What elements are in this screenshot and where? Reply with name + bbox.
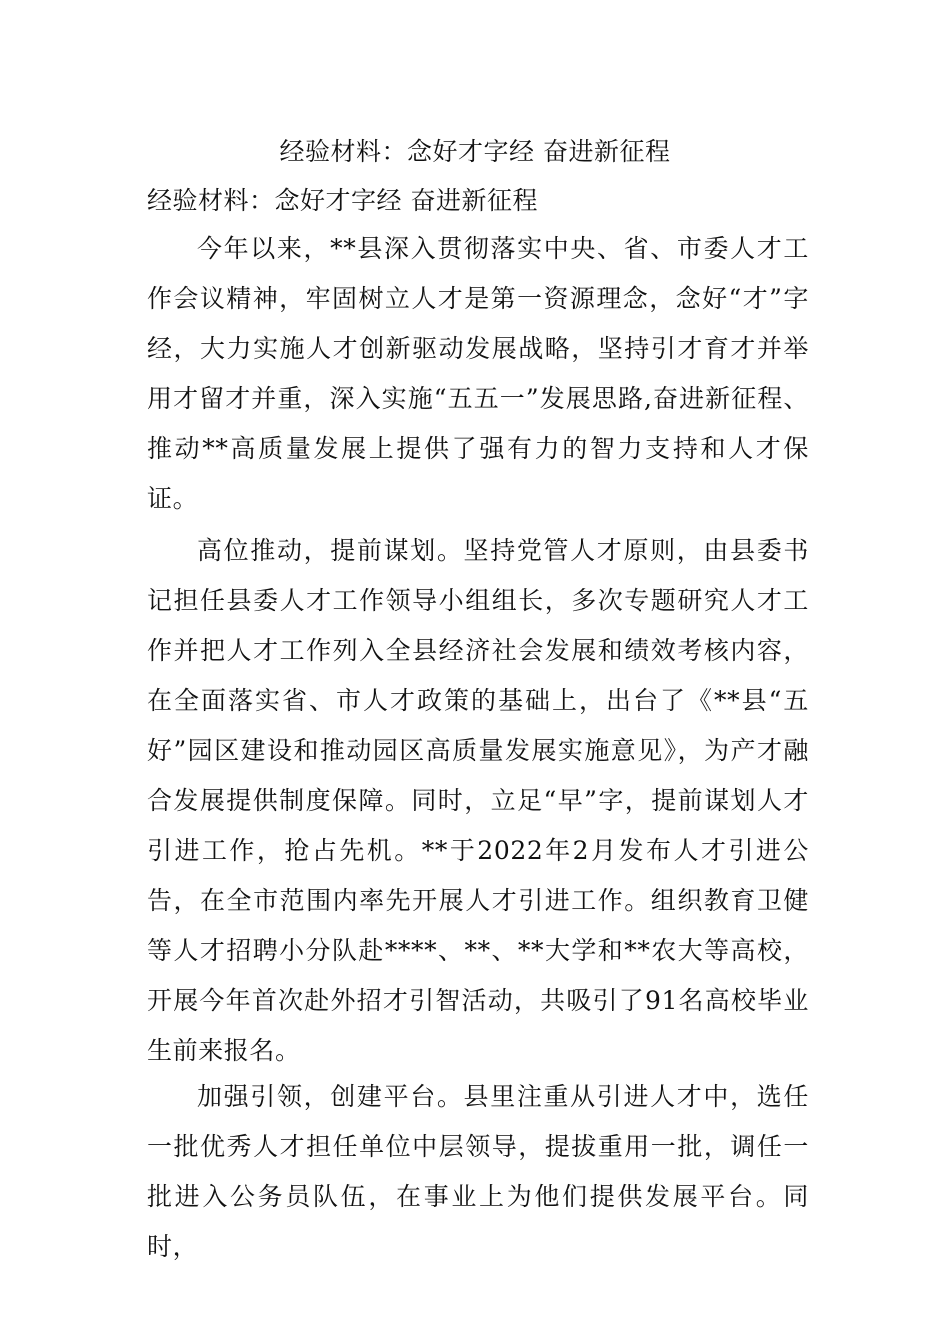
paragraph-planning: 高位推动，提前谋划。坚持党管人才原则，由县委书记担任县委人才工作领导小组组长，多次专题研究人才工作并把人才工作列入全县经济社会发展和绩效考核内容，在全面落实省、市人才政策的基础上，出台了《**县“五好”园区建设和推动园区高质量发展实施意见》，为产才融合发展提供制度保障。同时，立足“早”字，提前谋划人才引进工作，抢占先机。**于2022年2月发布人才引进公告，在全市范围内率先开展人才引进工作。组织教育卫健等人才招聘小分队赴****、**、**大学和**农大等高校，开展今年首次赴外招才引智活动，共吸引了91名高校毕业生前来报名。 (147, 536, 809, 1065)
document-subtitle: 经验材料：念好才字经 奋进新征程 (147, 186, 538, 215)
document-title: 经验材料：念好才字经 奋进新征程 (279, 137, 671, 166)
paragraph-platform: 加强引领，创建平台。县里注重从引进人才中，选任一批优秀人才担任单位中层领导，提拔重用一批，调任一批进入公务员队伍，在事业上为他们提供发展平台。同时， (147, 1082, 809, 1261)
paragraph-intro: 今年以来，**县深入贯彻落实中央、省、市委人才工作会议精神，牢固树立人才是第一资源理念，念好“才”字经，大力实施人才创新驱动发展战略，坚持引才育才并举用才留才并重，深入实施“五五一”发展思路,奋进新征程、推动**高质量发展上提供了强有力的智力支持和人才保证。 (147, 234, 809, 513)
